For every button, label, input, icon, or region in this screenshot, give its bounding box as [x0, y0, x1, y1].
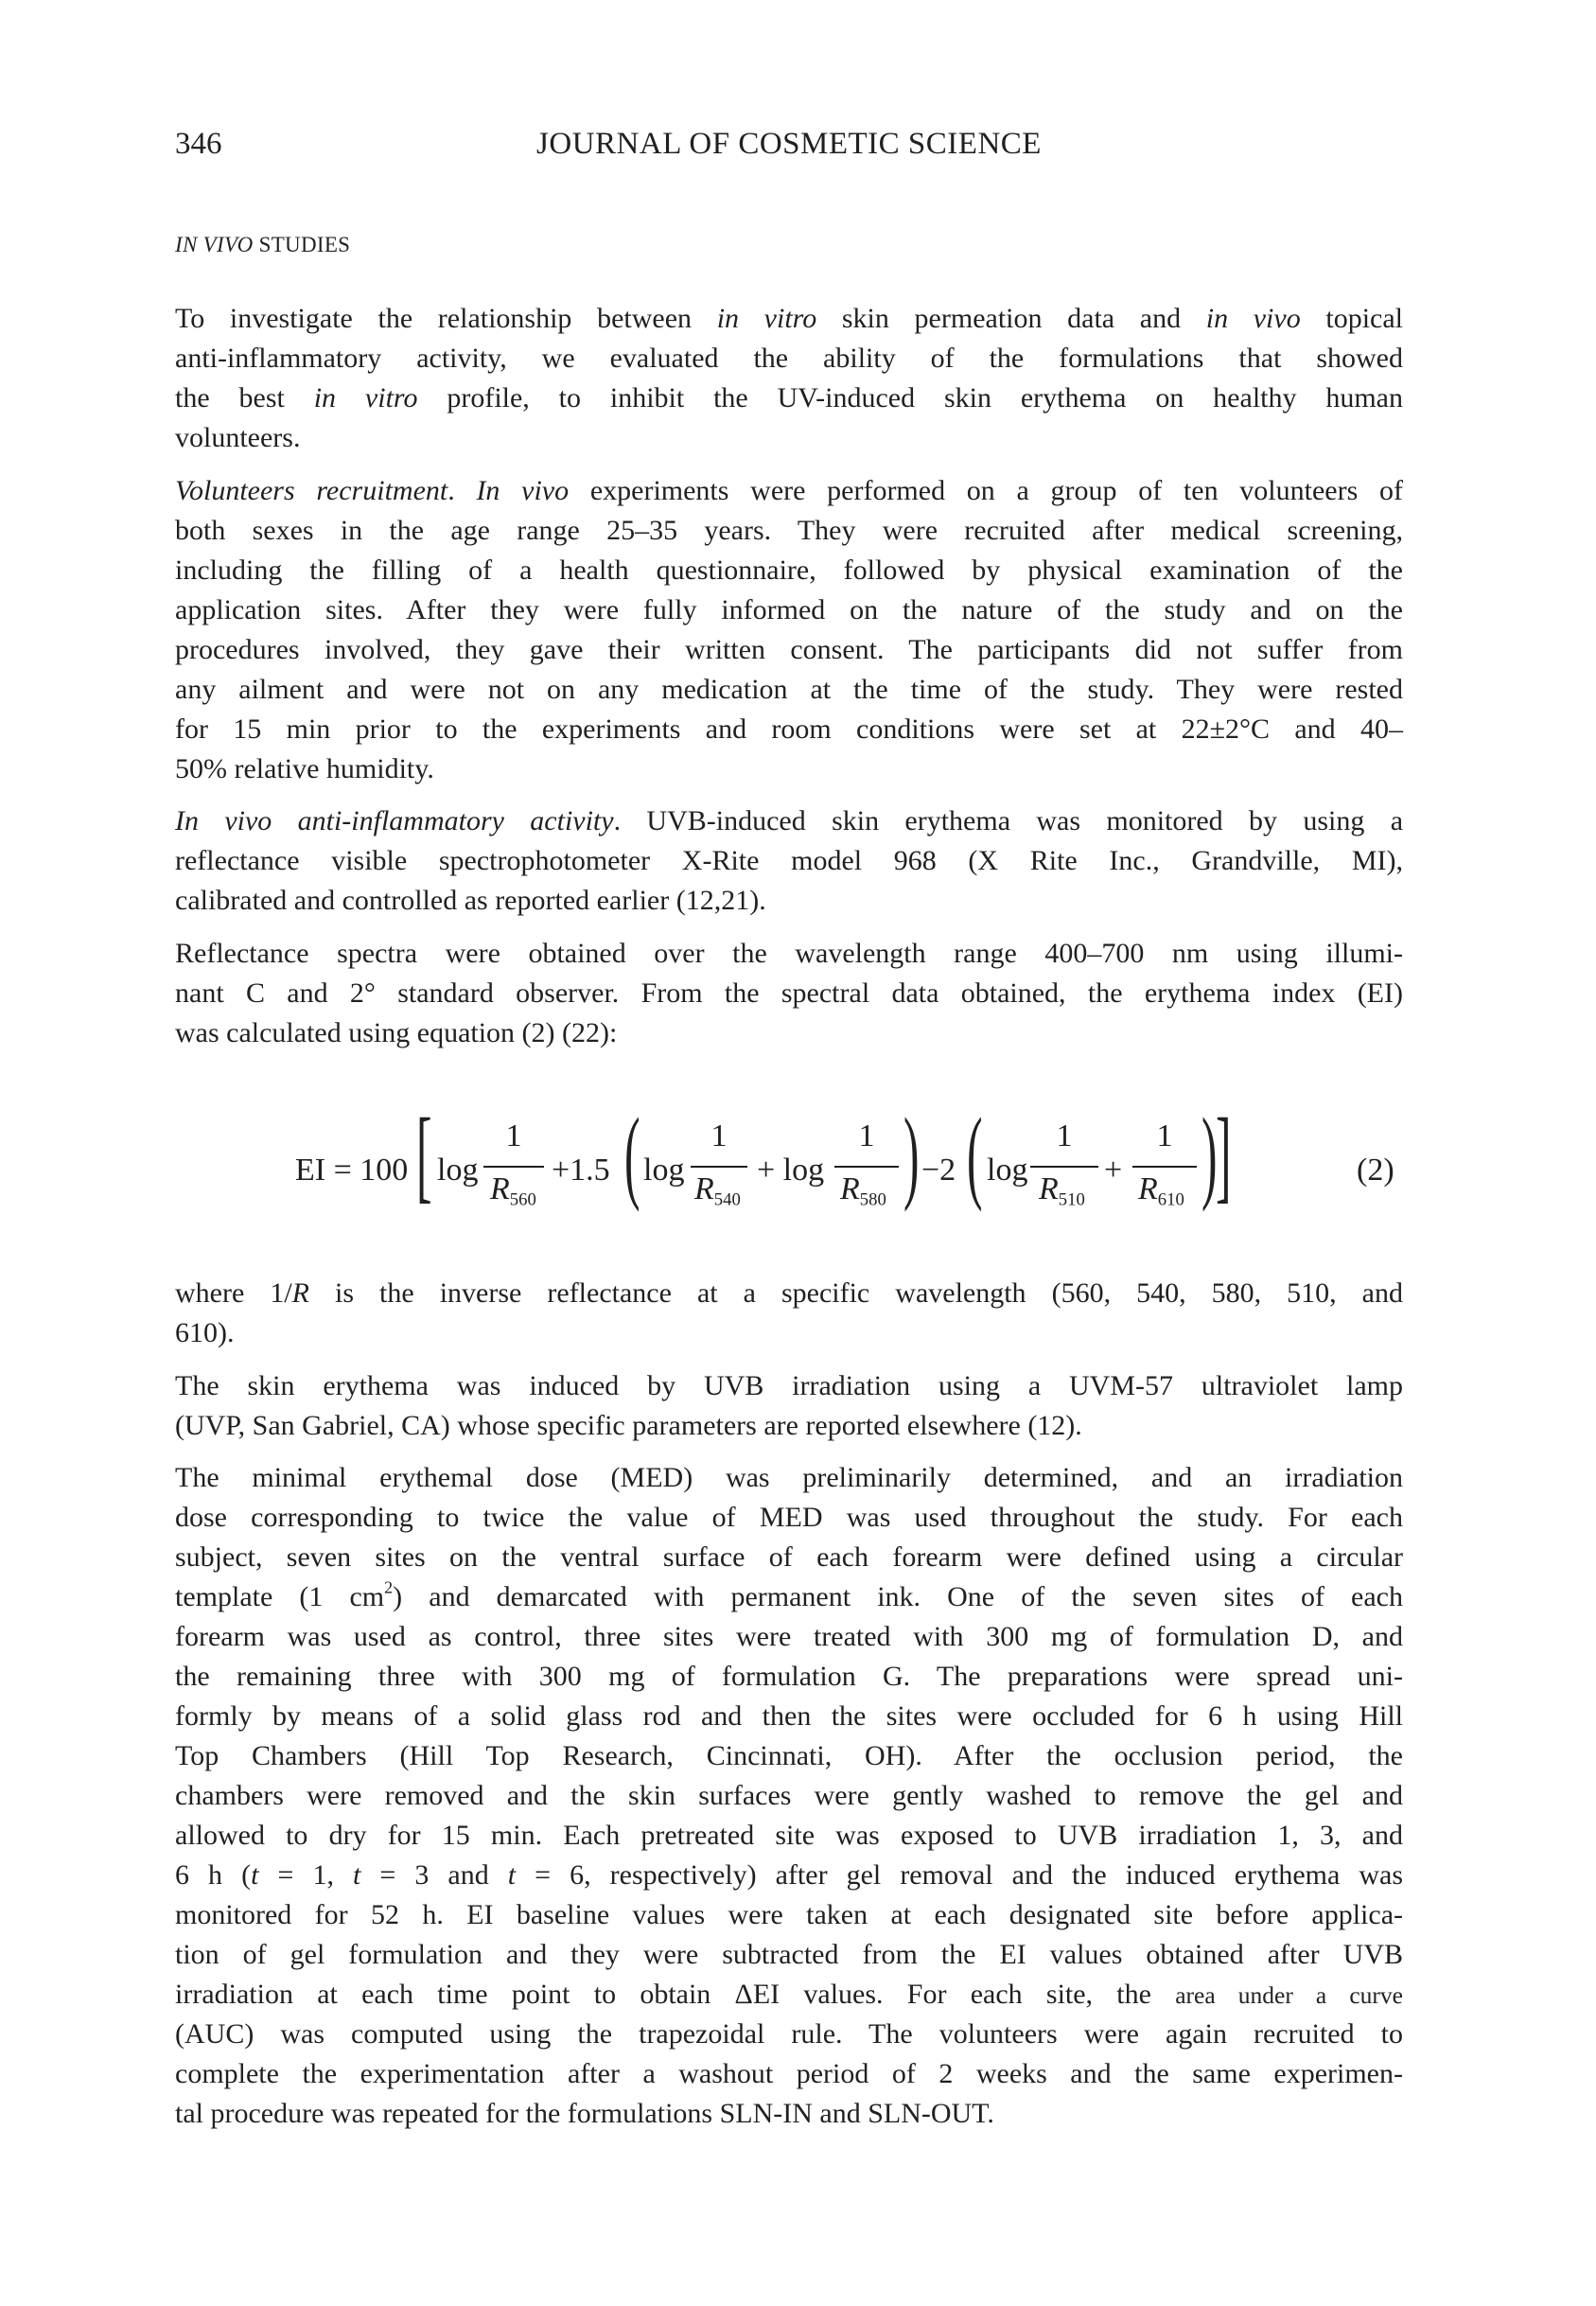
italic-text: in vivo: [1205, 303, 1301, 334]
text-line: [175, 1736, 1403, 1776]
italic-text: In vivo: [476, 475, 570, 506]
equation-denominator: [1138, 1171, 1184, 1211]
text-line: [175, 418, 1403, 458]
text-run: profile, to inhibit the UV-induced skin erythema on healthy human: [417, 382, 1404, 414]
text-line: [175, 1313, 1403, 1353]
equation-lhs: EI = 100: [295, 1153, 409, 1188]
text-run: dose corresponding to twice the value of MED was used throughout the study. For each: [175, 1502, 1403, 1533]
text-run: forearm was used as control, three sites were treated with 300 mg of formulation D, and: [175, 1621, 1403, 1652]
text-line: [175, 1498, 1403, 1538]
equation-log: log: [643, 1153, 685, 1188]
equation-fraction-bar: [1132, 1166, 1197, 1168]
text-run: template (1 cm: [175, 1581, 385, 1612]
equation-numerator: 1: [710, 1118, 728, 1153]
text-line: [175, 710, 1403, 749]
text-line: [175, 670, 1403, 710]
text-run: (AUC) was computed using the trapezoidal rule. The volunteers were again recruited to: [175, 2018, 1403, 2050]
text-run: topical: [1300, 303, 1403, 334]
section-heading: [175, 233, 350, 257]
paragraph-intro: [175, 299, 1403, 458]
small-text: area under a curve: [1175, 1981, 1403, 2009]
text-line: [175, 974, 1403, 1013]
superscript: 2: [384, 1577, 394, 1597]
equation-number: (2): [1357, 1153, 1394, 1188]
text-line: [175, 1935, 1403, 1975]
text-run: (UVP, San Gabriel, CA) whose specific parameters are reported elsewhere (12).: [175, 1410, 1082, 1441]
equation-plus: +: [1104, 1153, 1123, 1188]
equation-denominator: [694, 1171, 741, 1211]
equation-r: R: [694, 1171, 714, 1206]
text-line: [175, 339, 1403, 378]
text-line: [175, 1617, 1403, 1657]
equation-numerator: 1: [1056, 1118, 1073, 1153]
equation-erythema-index: [0, 1098, 1596, 1230]
paragraph-volunteers-recruitment: [175, 471, 1403, 789]
equation-fraction-bar: [1030, 1166, 1098, 1168]
paragraph-reflectance-spectra: [175, 934, 1403, 1053]
text-line: [175, 749, 1403, 789]
equation-denominator: [1039, 1171, 1085, 1211]
text-run: any ailment and were not on any medication at the time of the study. They were rested: [175, 674, 1403, 705]
equation-subscript: 560: [509, 1189, 536, 1210]
text-run: .: [447, 475, 477, 506]
text-run: 6 h (: [175, 1859, 252, 1891]
text-line: [175, 1458, 1403, 1498]
equation-numerator: 1: [1156, 1118, 1173, 1153]
text-run: both sexes in the age range 25–35 years. They were recruited after medical screening,: [175, 515, 1403, 546]
text-run: the best: [175, 382, 314, 414]
italic-text: R: [291, 1277, 309, 1309]
text-run: is the inverse reflectance at a specific wavelength (560, 540, 580, 510, and: [308, 1277, 1404, 1309]
equation-numerator: 1: [858, 1118, 875, 1153]
text-run: The skin erythema was induced by UVB irradiation using a UVM-57 ultraviolet lamp: [175, 1370, 1403, 1401]
text-run: skin permeation data and: [816, 303, 1206, 334]
journal-title: JOURNAL OF COSMETIC SCIENCE: [536, 127, 1042, 161]
text-run: . UVB-induced skin erythema was monitored by using a: [613, 805, 1404, 836]
text-line: [175, 1406, 1403, 1446]
equation-log: log: [987, 1153, 1028, 1188]
text-run: subject, seven sites on the ventral surface of each forearm were defined using a circular: [175, 1541, 1403, 1573]
equation-paren-close: ): [1201, 1097, 1218, 1212]
text-run: irradiation at each time point to obtain ΔEI values. For each site, the: [175, 1979, 1176, 2010]
text-run: for 15 min prior to the experiments and room conditions were set at 22±2°C and 40–: [175, 713, 1403, 745]
italic-text: t: [353, 1859, 361, 1891]
text-line: [175, 2094, 1403, 2134]
equation-subscript: 540: [713, 1189, 741, 1210]
text-line: [175, 1975, 1403, 2015]
text-run: allowed to dry for 15 min. Each pretreated site was exposed to UVB irradiation 1, 3, and: [175, 1820, 1403, 1851]
text-run: complete the experimentation after a washout period of 2 weeks and the same experimen-: [175, 2058, 1403, 2089]
text-line: [175, 1816, 1403, 1856]
text-run: volunteers.: [175, 422, 301, 453]
text-run: To investigate the relationship between: [175, 303, 717, 334]
text-run: 610).: [175, 1317, 235, 1348]
paragraph-where-clause: [175, 1274, 1403, 1353]
text-run: 50% relative humidity.: [175, 753, 434, 784]
equation-r: R: [840, 1171, 860, 1206]
text-line: [175, 590, 1403, 630]
text-run: tion of gel formulation and they were subtracted from the EI values obtained after UVB: [175, 1939, 1403, 1970]
text-run: the remaining three with 300 mg of formulation G. The preparations were spread uni-: [175, 1661, 1403, 1692]
text-run: Reflectance spectra were obtained over the wavelength range 400–700 nm using illumi-: [175, 938, 1403, 969]
text-run: chambers were removed and the skin surfaces were gently washed to remove the gel and: [175, 1780, 1403, 1811]
text-run: = 6, respectively) after gel removal and the induced erythema was: [516, 1859, 1404, 1891]
italic-text: in vitro: [716, 303, 817, 334]
text-line: [175, 1366, 1403, 1406]
running-head: [175, 127, 1403, 168]
equation-fraction-bar: [483, 1166, 544, 1168]
equation-numerator: 1: [505, 1118, 522, 1153]
text-line: [175, 1657, 1403, 1697]
paragraph-anti-inflammatory-activity: [175, 801, 1403, 921]
equation-bracket-close: ]: [1216, 1097, 1232, 1212]
equation-paren-close: ): [903, 1097, 920, 1212]
text-line: [175, 630, 1403, 670]
text-run: including the filling of a health questionnaire, followed by physical examination of the: [175, 554, 1403, 586]
text-line: [175, 2015, 1403, 2054]
section-heading-italic: IN VIVO: [175, 233, 254, 256]
text-line: [175, 1538, 1403, 1577]
text-line: [175, 1013, 1403, 1053]
italic-text: In vivo anti-inflammatory activity: [175, 805, 614, 836]
text-line: [175, 2054, 1403, 2094]
equation-minus-coef: −2: [921, 1153, 956, 1188]
text-run: was calculated using equation (2) (22):: [175, 1017, 618, 1048]
text-line: [175, 511, 1403, 551]
text-line: [175, 1697, 1403, 1736]
italic-text: t: [507, 1859, 517, 1891]
text-run: anti-inflammatory activity, we evaluated the ability of the formulations that showed: [175, 343, 1403, 374]
equation-bracket-open: [: [416, 1097, 432, 1212]
italic-text: Volunteers recruitment: [175, 475, 448, 506]
text-run: The minimal erythemal dose (MED) was preliminarily determined, and an irradiation: [175, 1462, 1403, 1493]
text-run: reflectance visible spectrophotometer X-Rite model 968 (X Rite Inc., Grandville, MI),: [175, 845, 1403, 876]
section-heading-text: STUDIES: [253, 233, 351, 256]
equation-r: R: [1138, 1171, 1158, 1206]
text-run: formly by means of a solid glass rod and then the sites were occluded for 6 h using Hill: [175, 1700, 1403, 1732]
text-line: [175, 934, 1403, 974]
equation-fraction-bar: [691, 1166, 747, 1168]
equation-r: R: [490, 1171, 510, 1206]
text-run: experiments were performed on a group of ten volunteers of: [569, 475, 1403, 506]
text-line: [175, 841, 1403, 881]
text-line: [175, 471, 1403, 511]
text-run: = 3 and: [360, 1859, 508, 1891]
text-line: [175, 551, 1403, 590]
paragraph-uvb-irradiation: [175, 1366, 1403, 1446]
text-line: [175, 1856, 1403, 1895]
text-line: [175, 1577, 1403, 1617]
equation-plus-log: + log: [757, 1153, 825, 1188]
text-run: monitored for 52 h. EI baseline values were taken at each designated site before applica-: [175, 1899, 1403, 1930]
text-run: calibrated and controlled as reported earlier (12,21).: [175, 885, 766, 916]
equation-r: R: [1039, 1171, 1059, 1206]
equation-subscript: 510: [1058, 1189, 1085, 1210]
equation-paren-open: (: [624, 1097, 640, 1212]
equation-fraction-bar: [834, 1166, 899, 1168]
text-run: nant C and 2° standard observer. From the spectral data obtained, the erythema index (EI): [175, 977, 1403, 1009]
text-line: [175, 378, 1403, 418]
text-line: [175, 881, 1403, 921]
equation-plus-coef: +1.5: [552, 1153, 610, 1188]
text-run: Top Chambers (Hill Top Research, Cincinnati, OH). After the occlusion period, the: [175, 1740, 1403, 1771]
text-line: [175, 1776, 1403, 1816]
text-line: [175, 1274, 1403, 1313]
text-run: tal procedure was repeated for the formulations SLN-IN and SLN-OUT.: [175, 2098, 994, 2129]
text-run: procedures involved, they gave their written consent. The participants did not suffer from: [175, 634, 1403, 665]
equation-subscript: 610: [1157, 1189, 1184, 1210]
text-run: ) and demarcated with permanent ink. One of the seven sites of each: [393, 1581, 1403, 1612]
equation-paren-open: (: [967, 1097, 983, 1212]
text-line: [175, 1895, 1403, 1935]
paragraph-med-procedure: [175, 1458, 1403, 2134]
equation-log: log: [437, 1153, 479, 1188]
text-run: application sites. After they were fully informed on the nature of the study and on the: [175, 594, 1403, 625]
text-line: [175, 801, 1403, 841]
equation-denominator: [490, 1171, 536, 1211]
text-line: [175, 299, 1403, 339]
text-run: where 1/: [175, 1277, 292, 1309]
equation-denominator: [840, 1171, 886, 1211]
equation-subscript: 580: [859, 1189, 886, 1210]
italic-text: in vitro: [313, 382, 418, 414]
page-number: 346: [175, 127, 222, 161]
italic-text: t: [251, 1859, 259, 1891]
text-run: = 1,: [258, 1859, 353, 1891]
